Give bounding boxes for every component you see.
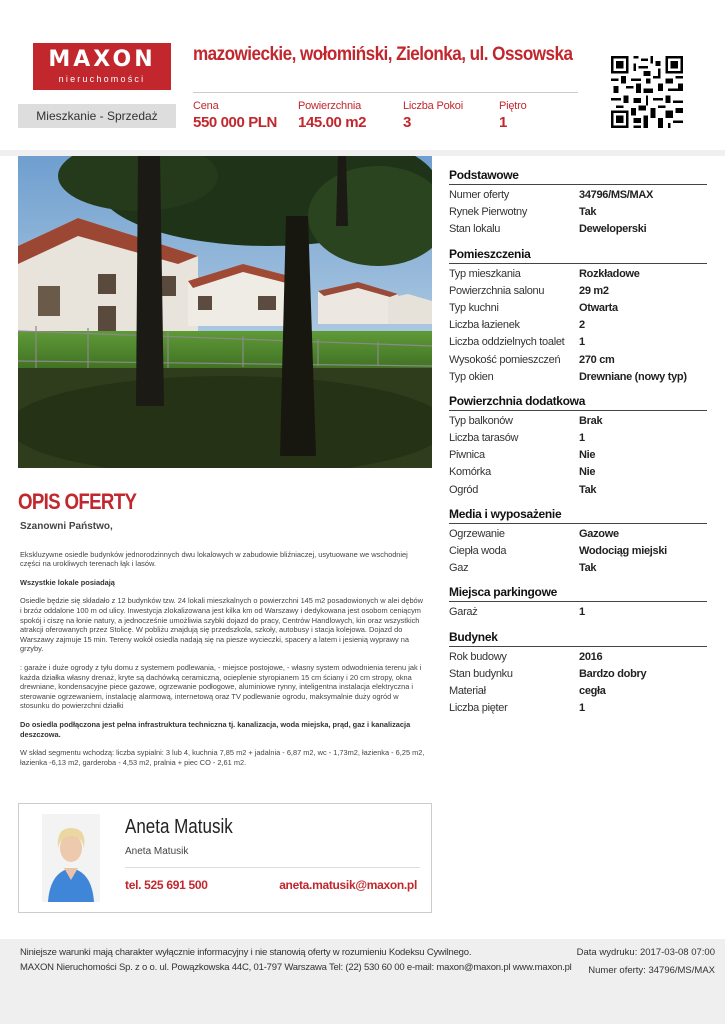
specs-section-rooms xyxy=(449,247,707,386)
spec-value: Brak xyxy=(579,414,603,427)
section-title: Miejsca parkingowe xyxy=(449,585,707,602)
spec-key: Typ okien xyxy=(449,370,494,383)
spec-value: 29 m2 xyxy=(579,284,609,297)
spec-key: Typ mieszkania xyxy=(449,267,521,280)
specs-section-additional xyxy=(449,394,707,499)
spec-key: Rok budowy xyxy=(449,650,507,663)
stat-rooms xyxy=(403,100,463,131)
spec-value: Tak xyxy=(579,483,597,496)
description-infrastructure: Do osiedla podłączona jest pełna infrastruktura techniczna tj. kanalizacja, woda miejska, prąd, gaz i kanalizacja deszczowa. xyxy=(20,719,411,739)
footer-disclaimer: Niniejsze warunki mają charakter wyłącznie informacyjny i nie stanowią oferty w rozumieniu Kodeksu Cywilnego. xyxy=(20,947,472,958)
description-title: OPIS OFERTY xyxy=(18,489,137,514)
section-title: Powierzchnia dodatkowa xyxy=(449,394,707,411)
spec-row xyxy=(449,204,707,221)
spec-row xyxy=(449,447,707,464)
spec-key: Numer oferty xyxy=(449,189,509,201)
spec-row xyxy=(449,221,707,238)
spec-value: 1 xyxy=(579,606,585,619)
footer xyxy=(0,939,725,1024)
spec-row xyxy=(449,666,707,683)
spec-key: Ogrzewanie xyxy=(449,527,505,540)
spec-value: 1 xyxy=(579,702,585,715)
spec-row xyxy=(449,482,707,499)
spec-row xyxy=(449,543,707,560)
description-paragraph: W skład segmentu wchodzą: liczba sypialni: 3 lub 4, kuchnia 7,85 m2 + jadalnia - 6,87 m2, wc - 1,73m2, łazienka - 6,25 m2, łazienka -6,13 m2, garderoba - 4,53 m2, pralnia + piec CO - 2,61 m2. xyxy=(20,748,425,767)
description-paragraph xyxy=(20,663,425,711)
stat-value: 550 000 PLN xyxy=(193,114,277,131)
section-title: Podstawowe xyxy=(449,168,707,185)
spec-row xyxy=(449,187,707,204)
spec-value: 1 xyxy=(579,336,585,349)
agent-card xyxy=(18,803,432,913)
spec-key: Typ kuchni xyxy=(449,301,499,314)
spec-value: Otwarta xyxy=(579,301,618,314)
footer-print-date: Data wydruku: 2017-03-08 07:00 xyxy=(576,947,715,958)
spec-key: Wysokość pomieszczeń xyxy=(449,353,561,366)
spec-key: Powierzchnia salonu xyxy=(449,284,545,297)
spec-value: Nie xyxy=(579,466,596,479)
description-body xyxy=(20,522,425,776)
spec-key: Komórka xyxy=(449,466,491,479)
stat-floor xyxy=(499,100,527,131)
stat-label: Powierzchnia xyxy=(298,100,362,112)
spec-value: cegła xyxy=(579,684,606,697)
spec-value: 2016 xyxy=(579,650,603,663)
spec-value: Wodociąg miejski xyxy=(579,545,667,557)
spec-row xyxy=(449,413,707,430)
spec-value: Bardzo dobry xyxy=(579,667,647,680)
specs-panel xyxy=(449,168,707,725)
spec-row xyxy=(449,526,707,543)
section-title: Media i wyposażenie xyxy=(449,507,707,524)
maxon-logo[interactable] xyxy=(33,43,171,90)
spec-value: 34796/MS/MAX xyxy=(579,189,654,201)
description-paragraph: Ekskluzywne osiedle budynków jednorodzinnych dwu lokalowych w zabudowie bliźniaczej, usytuowane we wschodniej części na urokliwych terenach łąk i lasów. xyxy=(20,549,408,569)
specs-section-basic xyxy=(449,168,707,239)
spec-key: Stan budynku xyxy=(449,667,513,680)
qr-code-icon[interactable] xyxy=(611,56,683,128)
spec-row xyxy=(449,430,707,447)
spec-row xyxy=(449,317,707,334)
spec-row xyxy=(449,334,707,351)
property-photo[interactable] xyxy=(18,156,432,468)
spec-row xyxy=(449,369,707,386)
spec-row xyxy=(449,604,707,621)
agent-phone-link[interactable]: tel. 525 691 500 xyxy=(125,878,208,892)
description-bold-lead: Wszystkie lokale posiadają xyxy=(20,577,115,587)
spec-value: Tak xyxy=(579,206,597,219)
spec-row xyxy=(449,464,707,481)
spec-key: Liczba tarasów xyxy=(449,432,519,445)
spec-key: Liczba oddzielnych toalet xyxy=(449,336,565,349)
property-address: mazowieckie, wołomiński, Zielonka, ul. Ossowska xyxy=(193,44,573,65)
spec-value: Drewniane (nowy typ) xyxy=(579,370,687,383)
section-title: Budynek xyxy=(449,630,707,647)
agent-subtitle: Aneta Matusik xyxy=(125,846,189,857)
spec-value: Tak xyxy=(579,562,597,575)
spec-key: Piwnica xyxy=(449,449,485,462)
description-paragraph xyxy=(20,720,425,739)
spec-key: Rynek Pierwotny xyxy=(449,206,528,219)
stat-label: Piętro xyxy=(499,100,527,112)
offer-type-badge: Mieszkanie - Sprzedaż xyxy=(18,104,176,128)
description-paragraph xyxy=(20,578,425,588)
logo-sub: nieruchomości xyxy=(58,74,146,84)
footer-company: MAXON Nieruchomości Sp. z o o. ul. Powązkowska 44C, 01-797 Warszawa Tel: (22) 530 60 00 e-mail: maxon@maxon.pl www.maxon.pl xyxy=(20,962,572,973)
description-features: : garaże i duże ogrody z tyłu domu z systemem podlewania, - miejsce postojowe, - własny system odwodnienia terenu jak i każda działka własny drenaż, kryte są dachówką ceramiczną, ocieplenie styropianem 15 cm ściany i 20 cm stropy, okna drewniane, kondensacyjne piece gazowe, ogrzewanie podłogowe, aluminiowe rynny, inteligentna instalacja elektryczna i sterowanie ogrzewaniem, instalację alarmową, internetową oraz TV podlewanie ogrodu, maksymalnie duży ogród w stosunku do powierzchni działki xyxy=(20,662,422,711)
specs-section-building xyxy=(449,630,707,718)
spec-key: Garaż xyxy=(449,606,478,619)
spec-row xyxy=(449,649,707,666)
spec-key: Typ balkonów xyxy=(449,414,513,427)
header-divider xyxy=(193,92,578,93)
spec-value: Gazowe xyxy=(579,527,619,540)
stat-area xyxy=(298,100,366,131)
agent-divider xyxy=(125,867,420,868)
spec-value: 2 xyxy=(579,319,585,332)
description-paragraph: Osiedle będzie się składało z 12 budynków tzw. 24 lokali mieszkalnych o powierzchni 145 m2 posadowionych w alei dębów i brzóz oddalone 100 m od ulicy. Inwestycja zlokalizowana jest kilka km od Warszawy i dedykowana jest osobom ceniącym spokój i ciszę na łonie natury, a jednocześnie umożliwia szybki dojazd do pracy, Centrów Handlowych, kin oraz wszystkich atrakcji oferowanych przez Stolicę. W pobliżu znajdują się przedszkola, szkoły, autobusy i stacja kolejowa. Dojazd do Warszawy zajmuje 15 min. Tereny wokół osiedla nadają się na piesze wycieczki, spacery a latem i jesienią wyprawy na grzyby. xyxy=(20,596,424,654)
spec-row xyxy=(449,683,707,700)
stat-label: Cena xyxy=(193,100,219,112)
agent-name: Aneta Matusik xyxy=(125,816,233,838)
spec-value: Deweloperski xyxy=(579,223,647,236)
section-title: Pomieszczenia xyxy=(449,247,707,264)
logo-brand: MAXON xyxy=(48,47,156,72)
spec-key: Materiał xyxy=(449,684,486,697)
agent-email-link[interactable]: aneta.matusik@maxon.pl xyxy=(279,878,417,892)
specs-section-parking xyxy=(449,585,707,621)
spec-key: Gaz xyxy=(449,562,469,575)
stat-price xyxy=(193,100,277,131)
spec-key: Liczba pięter xyxy=(449,702,508,715)
spec-value: 270 cm xyxy=(579,353,615,366)
stat-value: 145.00 m2 xyxy=(298,114,367,131)
stat-value: 3 xyxy=(403,114,411,131)
spec-key: Ogród xyxy=(449,483,479,496)
spec-row xyxy=(449,266,707,283)
spec-row xyxy=(449,300,707,317)
stat-value: 1 xyxy=(499,114,507,131)
spec-value: Rozkładowe xyxy=(579,267,640,280)
spec-row xyxy=(449,560,707,577)
avatar xyxy=(42,814,100,902)
spec-row xyxy=(449,352,707,369)
spec-key: Stan lokalu xyxy=(449,223,501,236)
footer-offer-number: Numer oferty: 34796/MS/MAX xyxy=(588,965,715,976)
spec-key: Ciepła woda xyxy=(449,545,507,557)
specs-section-media xyxy=(449,507,707,578)
spec-row xyxy=(449,283,707,300)
stat-label: Liczba Pokoi xyxy=(403,100,463,112)
spec-value: 1 xyxy=(579,432,585,445)
spec-value: Nie xyxy=(579,449,596,462)
description-greeting: Szanowni Państwo, xyxy=(20,521,113,532)
header xyxy=(0,0,725,150)
spec-key: Liczba łazienek xyxy=(449,319,520,332)
spec-row xyxy=(449,700,707,717)
